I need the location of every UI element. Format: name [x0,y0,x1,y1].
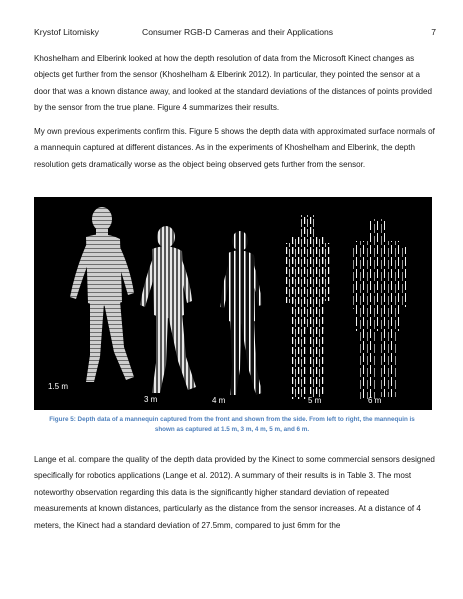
header-title: Consumer RGB-D Cameras and their Applications [142,27,334,37]
paragraph-2: My own previous experiments confirm this. Figure 5 shows the depth data with approximated surface normals of a mannequin captured at different distances. As in the experiments of Khoshelham and Elberink, the depth resolution gets dramatically worse as the object being observed gets further from the sensor. [34,127,435,169]
figure-5-image [34,197,432,410]
label-4m: 4 m [212,396,226,405]
paragraph-1: Khoshelham and Elberink looked at how the depth resolution of data from the Microsoft Kinect changes as objects get further from the sensor (Khoshelham & Elberink 2012). In particular, they pointed the sensor at a door that was a known distance away, and looked at the standard deviations of the distances of points provided by the sensor from the true plane. Figure 4 summarizes their results. [34,54,433,113]
label-3m: 3 m [144,395,158,404]
page-header [34,27,436,39]
paragraph-3: Lange et al. compare the quality of the depth data provided by the Kinect to some commercial sensors designed specifically for robotics applications (Lange et al. 2012). A summary of their results is in Table 3. The most noteworthy observation regarding this data is the significantly higher standard deviation of repeated measurements at known distances, particularly as the distance from the sensor increases. At a distance of 4 meters, the Kinect had a standard deviation of 27.5mm, compared to just 6mm for the [34,455,435,530]
scan-3m [140,226,196,393]
header-author: Krystof Litomisky [34,27,99,37]
scan-6m [350,219,407,399]
label-1-5m: 1.5 m [48,382,69,391]
mannequin-depth-scans [34,197,432,410]
figure-caption: Figure 5: Depth data of a mannequin captured from the front and shown from the side. From left to right, the mannequin is shown as captured at 1.5 m, 3 m, 4 m, 5 m, and 6 m. [49,416,415,433]
scan-4m [220,231,262,395]
page-number: 7 [431,27,436,37]
scan-1-5m [70,207,134,382]
label-5m: 5 m [308,396,322,405]
label-6m: 6 m [368,396,382,405]
scan-5m [286,215,330,399]
